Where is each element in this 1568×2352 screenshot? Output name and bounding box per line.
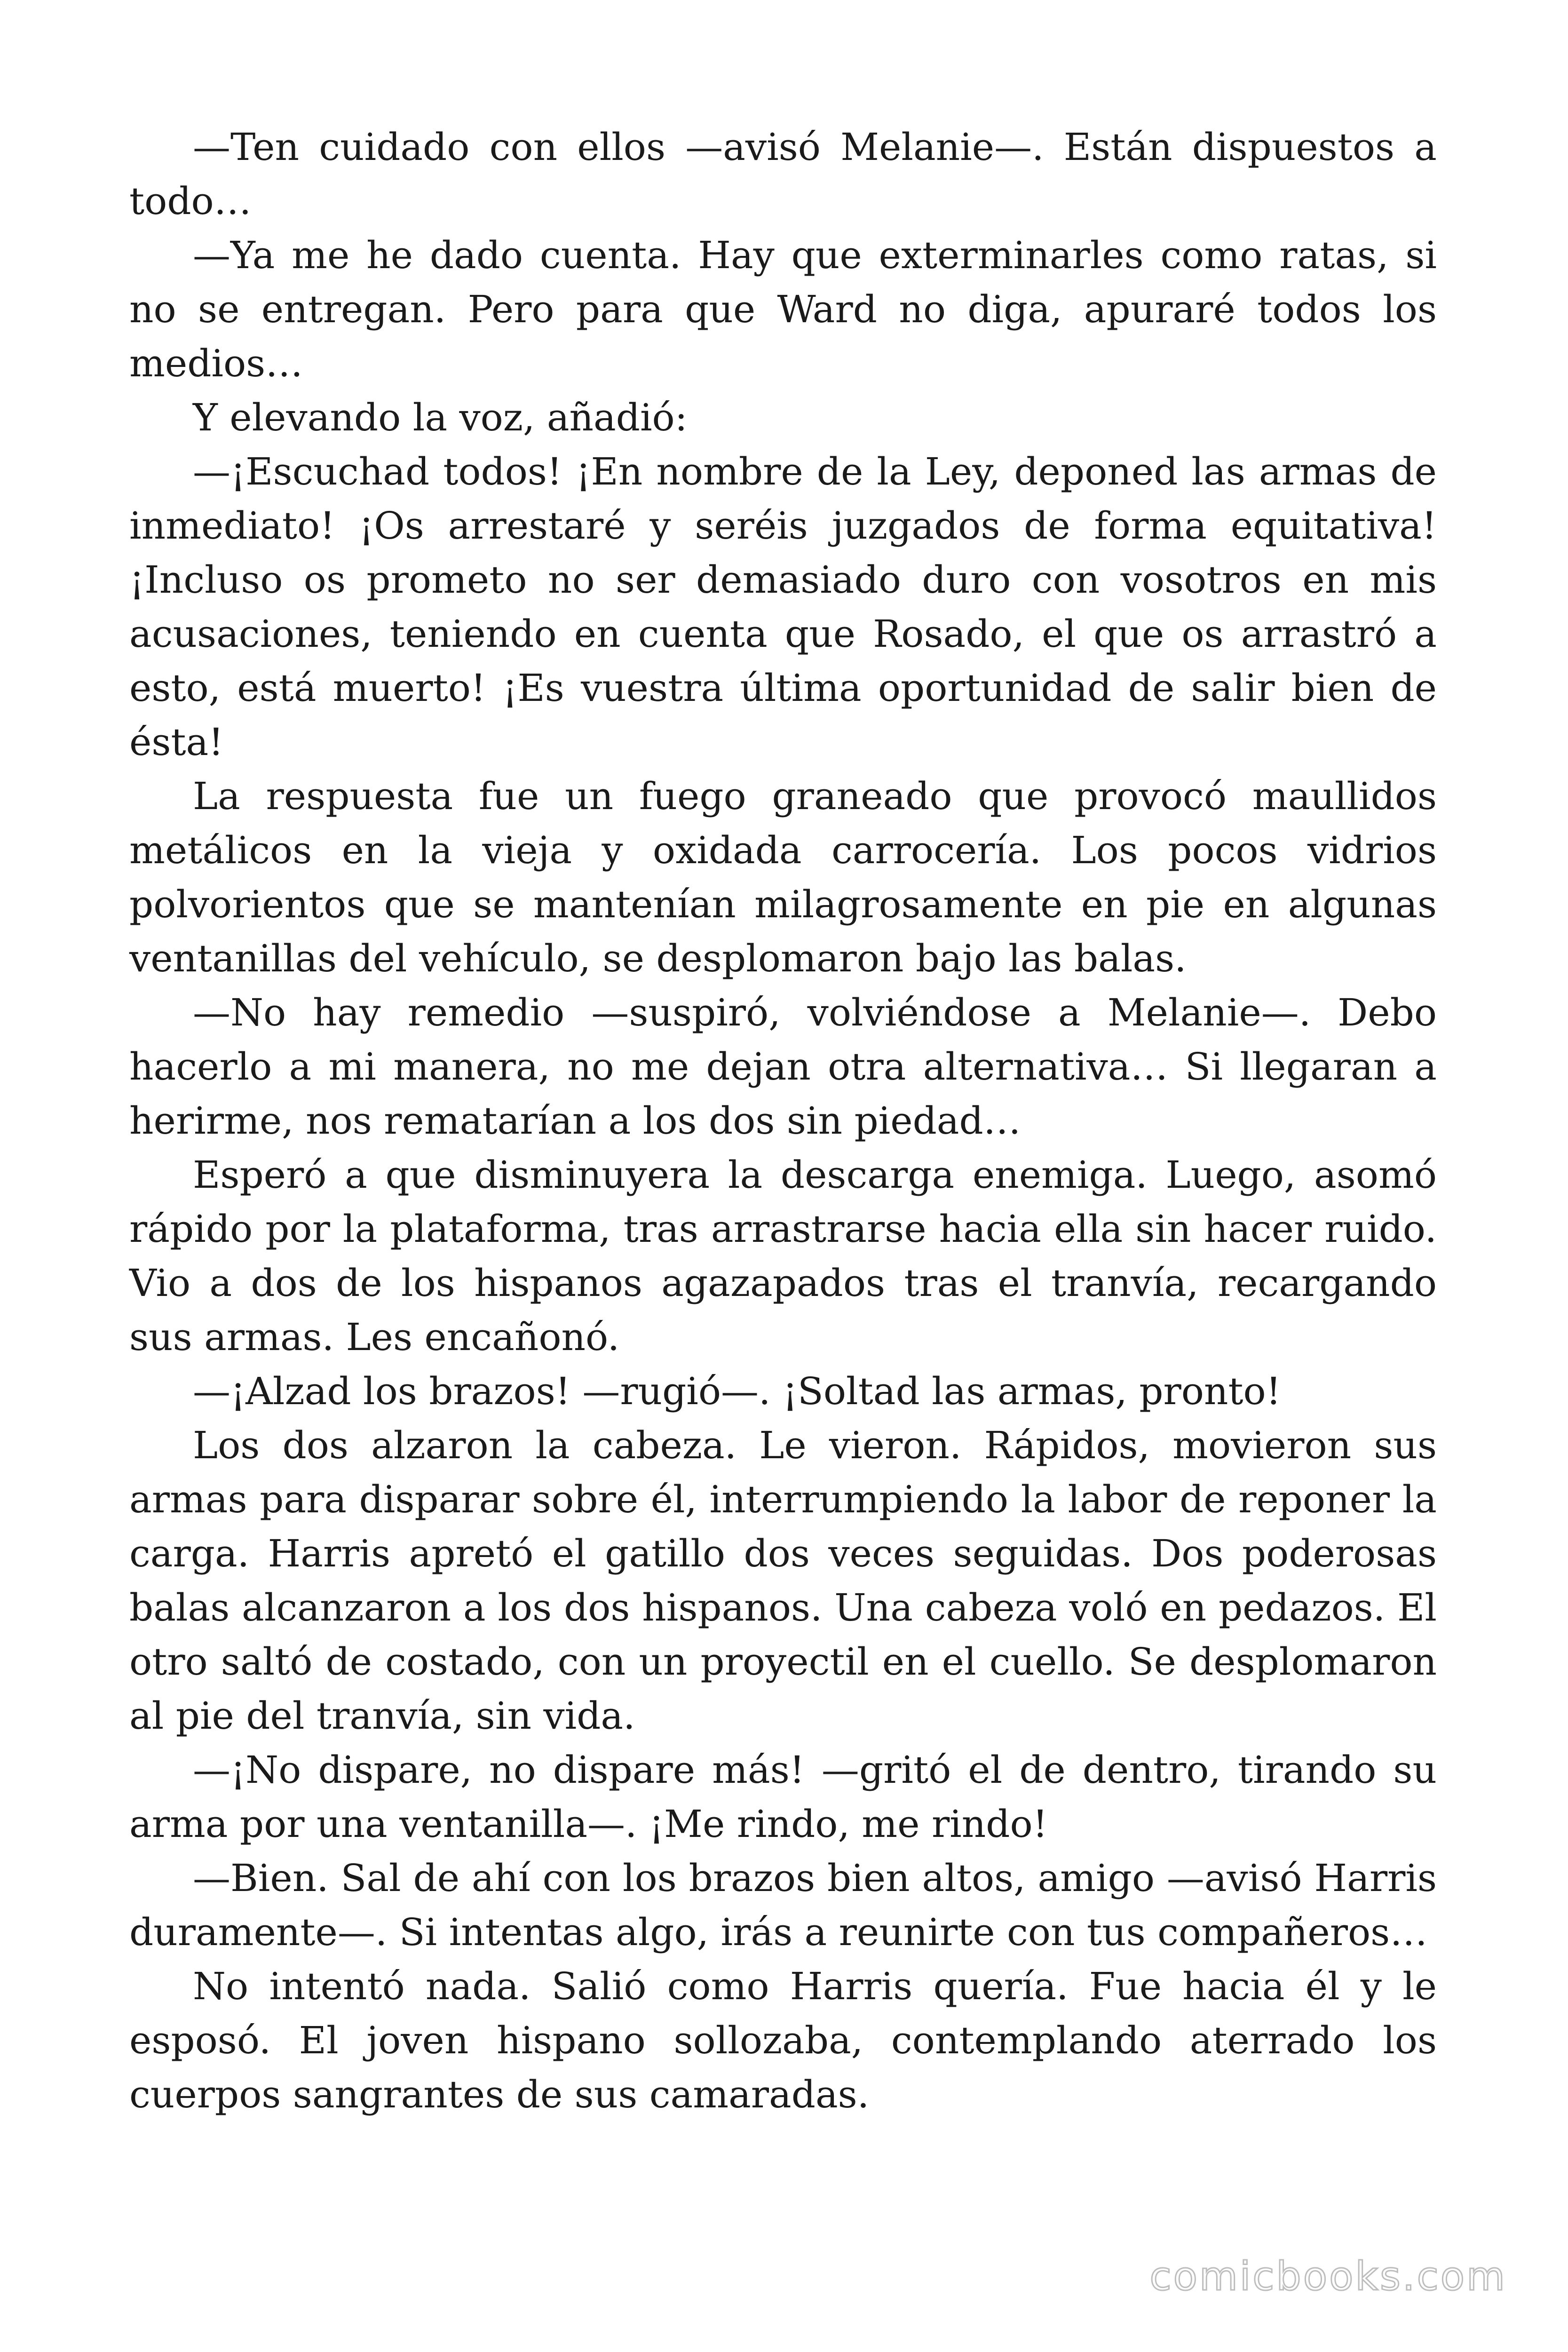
paragraph: —¡No dispare, no dispare más! —gritó el de dentro, tirando su arma por una ventanilla—. ¡Me rindo, me rindo! <box>129 1748 1437 1846</box>
paragraph: —No hay remedio —suspiró, volviéndose a Melanie—. Debo hacerlo a mi manera, no me dejan otra alternativa… Si llegaran a herirme, nos rematarían a los dos sin piedad… <box>129 991 1437 1143</box>
watermark: comicbooks.com <box>1149 2253 1507 2299</box>
paragraph: —Ten cuidado con ellos —avisó Melanie—. Están dispuestos a todo… <box>129 125 1437 223</box>
paragraph: No intentó nada. Salió como Harris quería. Fue hacia él y le esposó. El joven hispano sollozaba, contemplando aterrado los cuerpos sangrantes de sus camaradas. <box>129 1964 1437 2116</box>
paragraph: Y elevando la voz, añadió: <box>193 396 688 439</box>
paragraph: —Bien. Sal de ahí con los brazos bien altos, amigo —avisó Harris duramente—. Si intentas algo, irás a reunirte con tus compañeros… <box>129 1856 1437 1954</box>
paragraph: Los dos alzaron la cabeza. Le vieron. Rápidos, movieron sus armas para disparar sobre él, interrumpiendo la labor de reponer la carga. Harris apretó el gatillo dos veces seguidas. Dos poderosas balas alcanzaron a los dos hispanos. Una cabeza voló en pedazos. El otro saltó de costado, con un proyectil en el cuello. Se desplomaron al pie del tranvía, sin vida. <box>129 1423 1437 1738</box>
paragraph: —¡Escuchad todos! ¡En nombre de la Ley, deponed las armas de inmediato! ¡Os arrestaré y seréis juzgados de forma equitativa! ¡Incluso os prometo no ser demasiado duro con vosotros en mis acusaciones, teniendo en cuenta que Rosado, el que os arrastró a esto, está muerto! ¡Es vuestra última oportunidad de salir bien de ésta! <box>129 450 1437 764</box>
paragraph: Esperó a que disminuyera la descarga enemiga. Luego, asomó rápido por la plataforma, tras arrastrarse hacia ella sin hacer ruido. Vio a dos de los hispanos agazapados tras el tranvía, recargando sus armas. Les encañonó. <box>129 1153 1437 1359</box>
paragraph: —Ya me he dado cuenta. Hay que exterminarles como ratas, si no se entregan. Pero para que Ward no diga, apuraré todos los medios… <box>129 233 1437 385</box>
paragraph: —¡Alzad los brazos! —rugió—. ¡Soltad las armas, pronto! <box>193 1369 1281 1413</box>
paragraph: La respuesta fue un fuego graneado que provocó maullidos metálicos en la vieja y oxidada carrocería. Los pocos vidrios polvorientos que se mantenían milagrosamente en pie en algunas ventanillas del vehículo, se desplomaron bajo las balas. <box>129 774 1437 980</box>
body-text <box>129 120 1437 2122</box>
